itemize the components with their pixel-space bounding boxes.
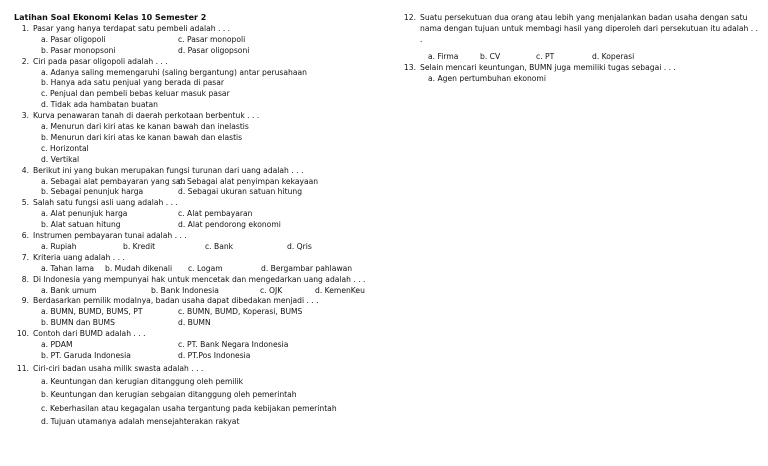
question-number: 7. xyxy=(21,252,29,262)
question-header xyxy=(14,24,386,35)
answer-option: b. Pasar monopsoni xyxy=(41,45,116,55)
question-header xyxy=(14,329,386,340)
answer-row xyxy=(41,286,386,297)
answer-option: a. Sebagai alat pembayaran yang sah xyxy=(41,176,186,186)
question-item xyxy=(14,275,386,297)
answer-option: a. Agen pertumbuhan ekonomi xyxy=(428,73,546,83)
question-number: 8. xyxy=(21,274,29,284)
question-header xyxy=(401,13,761,46)
answer-row xyxy=(41,264,386,275)
answer-options xyxy=(14,122,386,166)
question-header xyxy=(14,296,386,307)
question-item xyxy=(14,166,386,199)
answer-row xyxy=(41,351,386,362)
answer-option: c. PT. Bank Negara Indonesia xyxy=(178,339,289,349)
answer-options xyxy=(401,52,761,63)
question-header xyxy=(14,364,386,375)
answer-option: b. Mudah dikenali xyxy=(105,263,173,273)
answer-option: d. Qris xyxy=(287,241,312,251)
question-item xyxy=(14,364,386,429)
answer-option: a. Tahan lama xyxy=(41,263,95,273)
answer-options xyxy=(14,286,386,297)
answer-options xyxy=(14,375,386,429)
question-text: Berikut ini yang bukan merupakan fungsi turunan dari uang adalah . . . xyxy=(33,165,304,175)
answer-row xyxy=(41,307,386,318)
answer-option: a. Bank umum xyxy=(41,285,97,295)
answer-option: d. Tidak ada hambatan buatan xyxy=(41,100,158,110)
answer-row xyxy=(41,318,386,329)
question-text: Berdasarkan pemilik modalnya, badan usaha dapat dibedakan menjadi . . . xyxy=(33,296,319,306)
answer-option: a. Adanya saling memengaruhi (saling bergantung) antar perusahaan xyxy=(41,67,307,77)
answer-option: d. KemenKeu xyxy=(315,285,365,295)
question-number: 9. xyxy=(21,296,29,306)
answer-option: c. OJK xyxy=(260,285,283,295)
answer-row xyxy=(41,209,386,220)
answer-option: c. Penjual dan pembeli bebas keluar masuk pasar xyxy=(41,89,230,99)
question-item xyxy=(14,111,386,165)
answer-option: c. Sebagai alat penyimpan kekayaan xyxy=(178,176,319,186)
answer-option: d. Pasar oligopsoni xyxy=(178,45,250,55)
answer-option: a. BUMN, BUMD, BUMS, PT xyxy=(41,307,143,317)
answer-option: c. Pasar monopoli xyxy=(178,34,246,44)
answer-option: c. Keberhasilan atau kegagalan usaha tergantung pada kebijakan pemerintah xyxy=(41,403,337,413)
answer-options xyxy=(14,307,386,329)
answer-option: c. Logam xyxy=(188,263,223,273)
answer-option: b. Bank Indonesia xyxy=(151,285,219,295)
answer-option: d. Koperasi xyxy=(592,51,635,61)
answer-option: d. BUMN xyxy=(178,318,211,328)
question-text: Pasar yang hanya terdapat satu pembeli adalah . . . xyxy=(33,24,231,33)
question-header xyxy=(14,231,386,242)
question-number: 10. xyxy=(16,329,29,339)
question-text: Ciri-ciri badan usaha milik swasta adalah . . . xyxy=(33,363,204,373)
question-number: 4. xyxy=(21,165,29,175)
question-text: Kurva penawaran tanah di daerah perkotaan berbentuk . . . xyxy=(33,111,260,121)
question-text: Selain mencari keuntungan, BUMN juga memiliki tugas sebagai . . . xyxy=(420,62,676,72)
question-header xyxy=(14,57,386,68)
question-item xyxy=(14,57,386,111)
answer-row xyxy=(428,52,761,63)
question-item xyxy=(14,329,386,362)
answer-option: c. Bank xyxy=(205,241,234,251)
question-text: Ciri pada pasar oligopoli adalah . . . xyxy=(33,56,168,66)
question-item xyxy=(14,24,386,57)
answer-option: d. Sebagai ukuran satuan hitung xyxy=(178,187,303,197)
question-text: Di Indonesia yang mempunyai hak untuk mencetak dan mengedarkan uang adalah . . . xyxy=(33,274,366,284)
answer-options xyxy=(14,209,386,231)
answer-row xyxy=(41,242,386,253)
answer-option: a. Rupiah xyxy=(41,241,77,251)
answer-option: d. Bergambar pahlawan xyxy=(261,263,353,273)
question-number: 6. xyxy=(21,231,29,240)
answer-row xyxy=(41,340,386,351)
question-number: 2. xyxy=(21,56,29,66)
answer-option: b. BUMN dan BUMS xyxy=(41,318,115,328)
answer-option: b. CV xyxy=(480,51,501,61)
answer-row xyxy=(41,35,386,46)
answer-option: d. PT.Pos Indonesia xyxy=(178,350,251,360)
question-item xyxy=(401,13,761,63)
left-column xyxy=(14,13,386,429)
question-number: 12. xyxy=(403,13,416,22)
answer-option: c. Alat pembayaran xyxy=(178,209,253,219)
answer-option: a. Keuntungan dan kerugian ditanggung oleh pemilik xyxy=(41,376,244,386)
answer-option: b. Keuntungan dan kerugian sebgaian ditanggung oleh pemerintah xyxy=(41,390,297,400)
question-item xyxy=(14,198,386,231)
answer-option: b. Menurun dari kiri atas ke kanan bawah dan elastis xyxy=(41,132,243,142)
answer-row xyxy=(41,187,386,198)
question-number: 11. xyxy=(16,363,29,373)
answer-row xyxy=(41,46,386,57)
answer-option: d. Vertikal xyxy=(41,154,80,164)
answer-row xyxy=(41,220,386,231)
question-number: 1. xyxy=(21,24,29,33)
answer-option: a. Firma xyxy=(428,51,459,61)
question-item xyxy=(14,253,386,275)
question-text: Suatu persekutuan dua orang atau lebih yang menjalankan badan usaha dengan satu nama dengan tujuan untuk membagi hasil yang diperoleh dari persekutuan itu adalah . . . xyxy=(420,13,759,44)
answer-options xyxy=(401,74,761,85)
question-number: 3. xyxy=(21,111,29,121)
answer-options xyxy=(14,242,386,253)
page-title: Latihan Soal Ekonomi Kelas 10 Semester 2 xyxy=(14,13,207,22)
question-item xyxy=(14,296,386,329)
question-text: Instrumen pembayaran tunai adalah . . . xyxy=(33,231,187,240)
answer-option: d. Tujuan utamanya adalah mensejahterakan rakyat xyxy=(41,417,240,427)
answer-options xyxy=(14,264,386,275)
answer-option: c. Horizontal xyxy=(41,143,89,153)
answer-option: a. Alat penunjuk harga xyxy=(41,209,128,219)
question-item xyxy=(14,231,386,253)
question-item xyxy=(401,63,761,85)
question-header xyxy=(14,275,386,286)
question-text: Salah satu fungsi asli uang adalah . . . xyxy=(33,198,178,208)
question-header xyxy=(14,111,386,122)
right-column xyxy=(401,13,761,84)
answer-option: b. Kredit xyxy=(123,241,156,251)
answer-options xyxy=(14,68,386,112)
answer-option: a. Pasar oligopoli xyxy=(41,34,106,44)
answer-option: a. Menurun dari kiri atas ke kanan bawah dan inelastis xyxy=(41,122,249,132)
question-number: 13. xyxy=(403,62,416,72)
answer-row xyxy=(41,177,386,188)
question-header xyxy=(14,166,386,177)
answer-options xyxy=(14,340,386,362)
answer-options xyxy=(14,35,386,57)
answer-option: c. PT xyxy=(536,51,555,61)
answer-option: b. Hanya ada satu penjual yang berada di pasar xyxy=(41,78,225,88)
answer-option: b. PT. Garuda Indonesia xyxy=(41,350,131,360)
question-number: 5. xyxy=(21,198,29,208)
question-header xyxy=(401,63,761,74)
answer-option: b. Alat satuan hitung xyxy=(41,220,121,230)
answer-option: a. PDAM xyxy=(41,339,73,349)
answer-option: b. Sebagai penunjuk harga xyxy=(41,187,144,197)
question-header xyxy=(14,253,386,264)
question-header xyxy=(14,198,386,209)
answer-options xyxy=(14,177,386,199)
answer-option: c. BUMN, BUMD, Koperasi, BUMS xyxy=(178,307,303,317)
question-text: Kriteria uang adalah . . . xyxy=(33,252,125,262)
answer-option: d. Alat pendorong ekonomi xyxy=(178,220,281,230)
question-text: Contoh dari BUMD adalah . . . xyxy=(33,329,146,339)
